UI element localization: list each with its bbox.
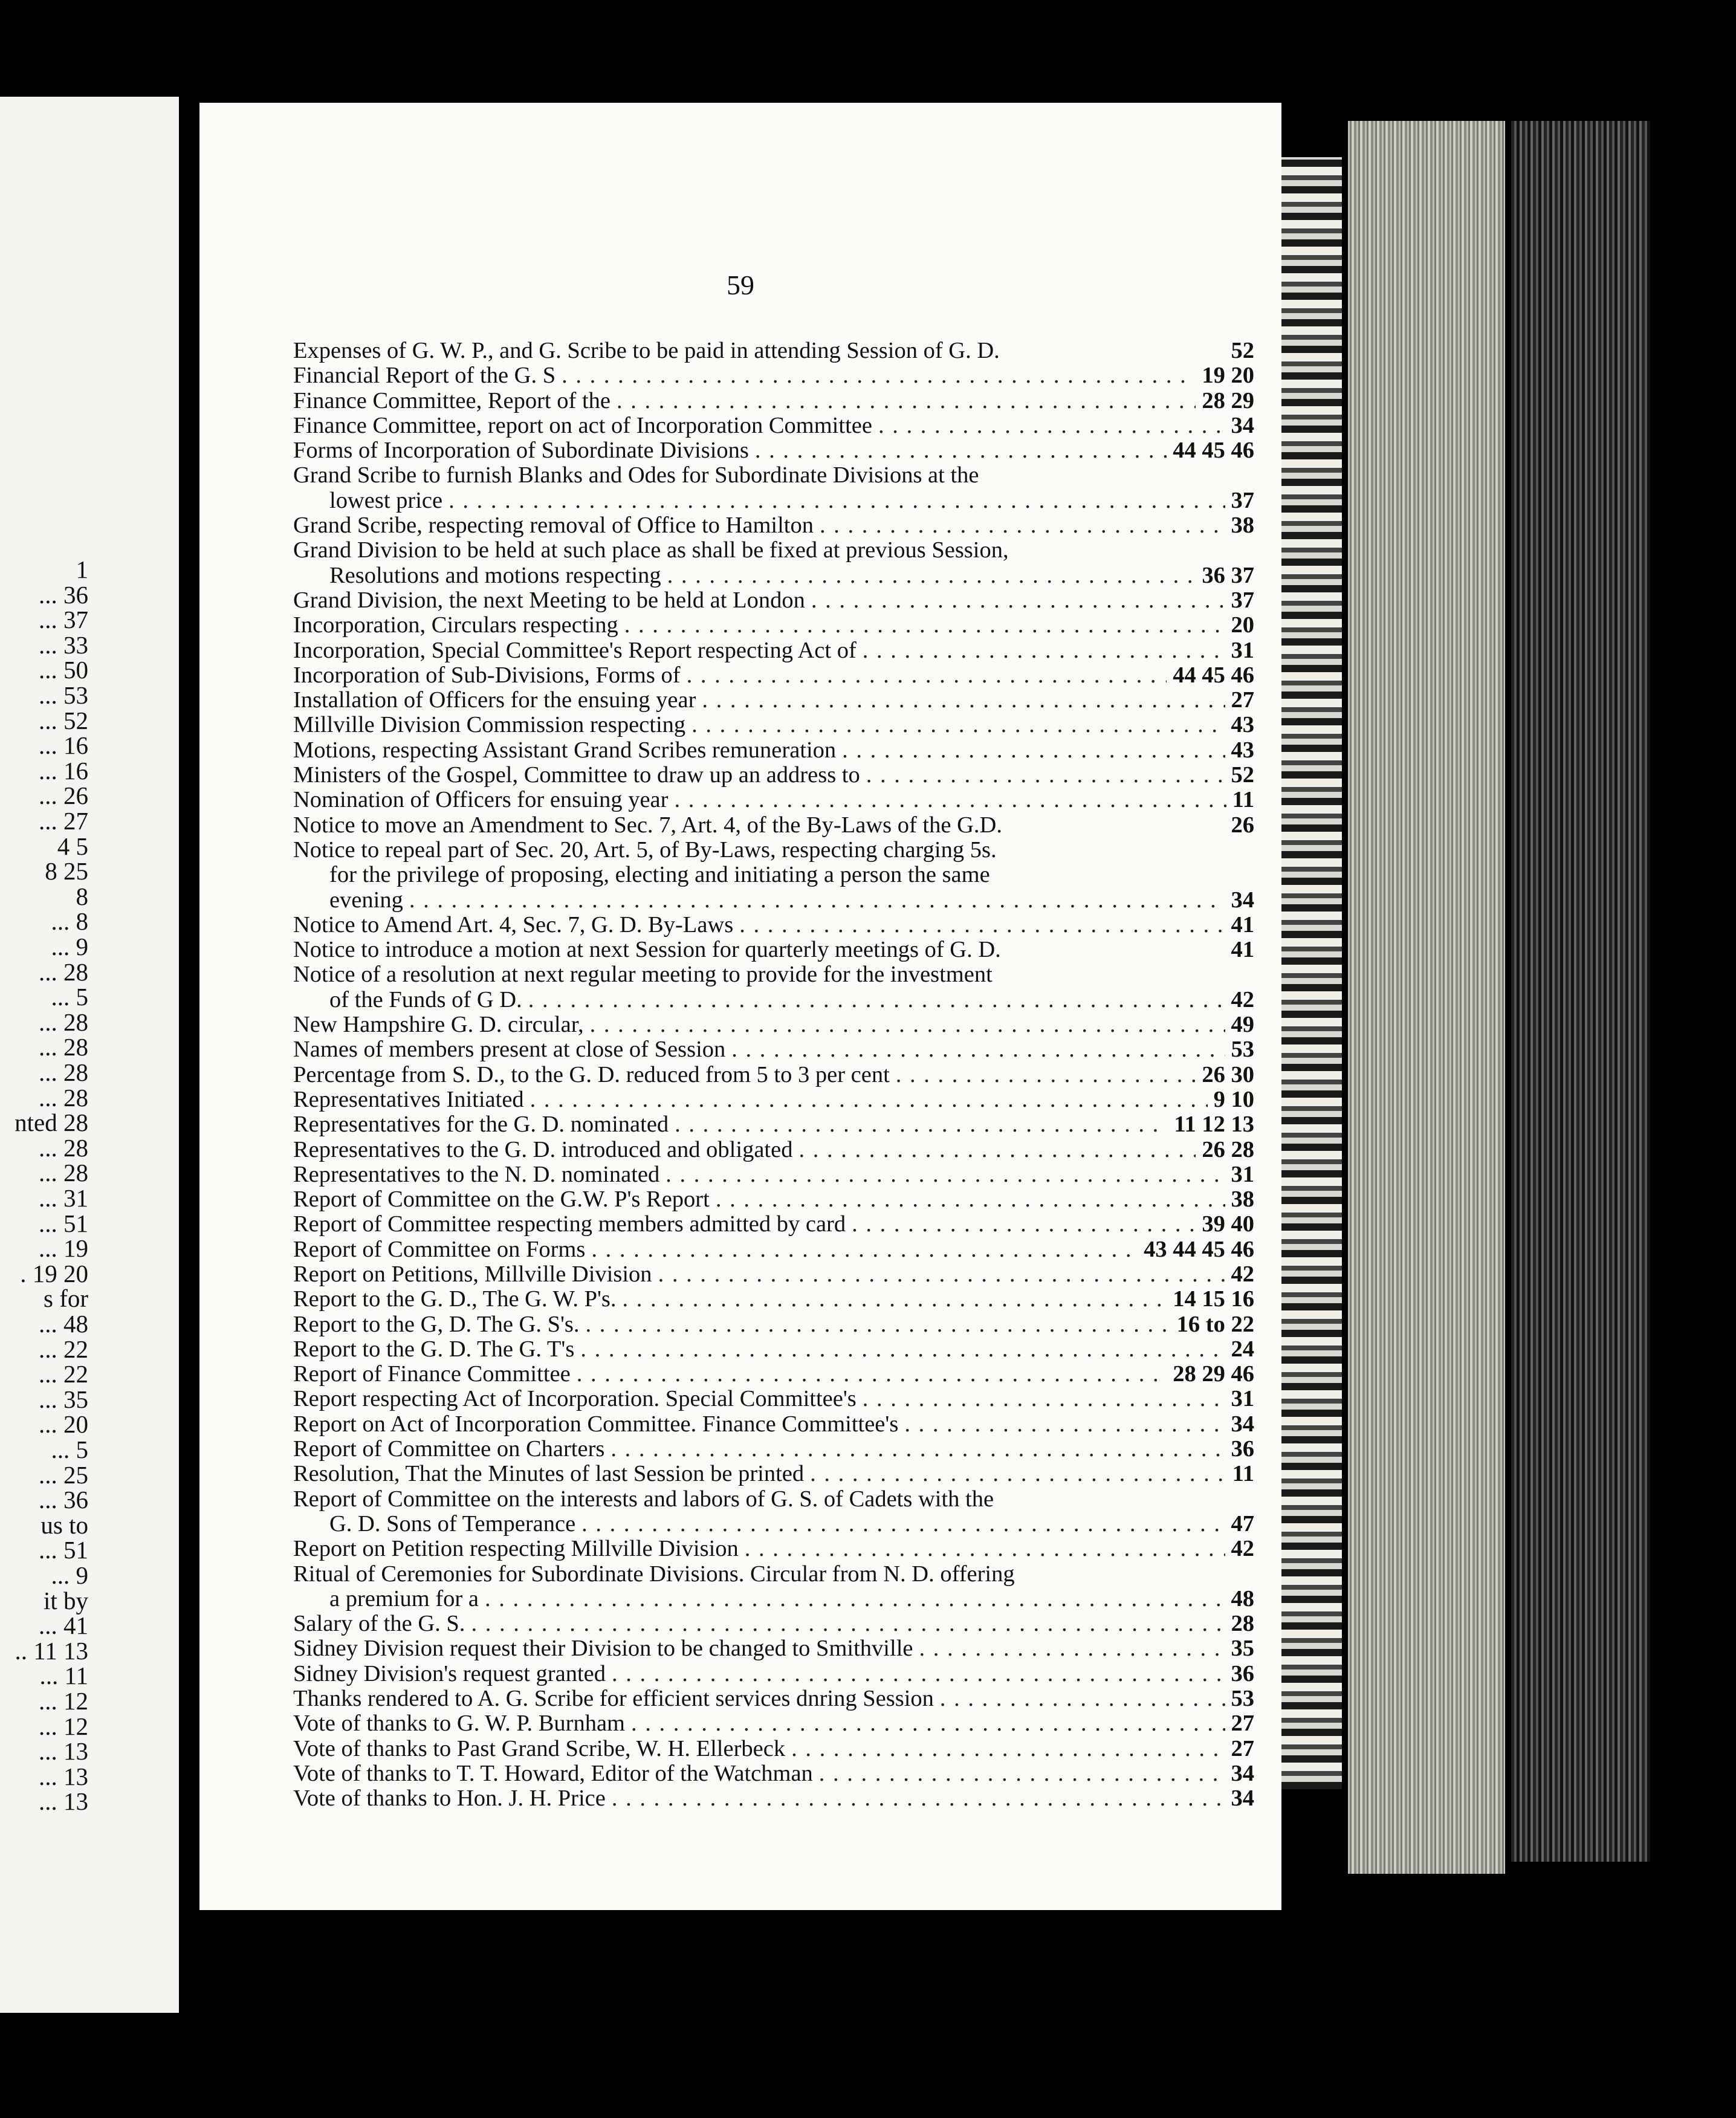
page-reference: 27 (1231, 1735, 1254, 1761)
leader-dots (409, 888, 1225, 913)
index-entry (293, 1437, 1254, 1462)
entry-text: G. D. Sons of Temperance (329, 1511, 576, 1537)
index-entry (293, 1237, 1254, 1262)
left-page-text: ... 35 (39, 1385, 88, 1413)
entry-text: Grand Scribe to furnish Blanks and Odes for Subordinate Divisions at the (293, 462, 979, 488)
leader-dots (852, 1212, 1196, 1237)
index-entry (293, 1487, 1254, 1537)
entry-text: Names of members present at close of Session (293, 1037, 726, 1063)
index-entry (293, 1761, 1254, 1786)
left-page-text: ... 27 (39, 807, 88, 835)
left-page-text: ... 26 (39, 782, 88, 810)
entry-text: Representatives to the N. D. nominated (293, 1161, 660, 1187)
page-reference: 53 (1231, 1037, 1254, 1063)
left-page-text: ... 22 (39, 1335, 88, 1363)
page-reference: 16 to 22 (1176, 1311, 1254, 1337)
left-page-text: ... 12 (39, 1687, 88, 1715)
leader-dots (530, 1087, 1208, 1112)
entry-text: Report of Finance Committee (293, 1361, 571, 1387)
leader-dots (791, 1737, 1225, 1761)
leader-dots (617, 389, 1196, 413)
page-reference: 31 (1231, 1386, 1254, 1412)
page-reference: 27 (1231, 687, 1254, 713)
leader-dots (810, 1462, 1226, 1486)
index-entry (293, 413, 1254, 438)
page-reference: 36 37 (1202, 562, 1254, 588)
entry-text: Financial Report of the G. S (293, 363, 556, 389)
page-reference: 53 (1231, 1686, 1254, 1712)
index-entry (293, 962, 1254, 1012)
page-reference: 11 (1232, 787, 1254, 813)
entry-text: Finance Committee, Report of the (293, 387, 611, 413)
page-reference: 44 45 46 (1173, 438, 1254, 464)
index-entry (293, 1262, 1254, 1287)
page-reference: 49 (1231, 1012, 1254, 1038)
left-page-text: ... 28 (39, 1083, 88, 1112)
index-entry (293, 513, 1254, 538)
page-reference: 28 29 46 (1173, 1361, 1254, 1387)
leader-dots (471, 1611, 1225, 1636)
page-reference: 47 (1231, 1511, 1254, 1537)
index-entry (293, 1611, 1254, 1636)
leader-dots (675, 1112, 1168, 1137)
leader-dots (731, 1037, 1225, 1062)
page-reference: 38 (1231, 1187, 1254, 1213)
left-page-text: 4 5 (57, 832, 88, 860)
leader-dots (866, 763, 1225, 788)
left-page-text: ... 11 (39, 1662, 88, 1690)
left-page-text: ... 37 (39, 606, 88, 634)
index-entry (293, 663, 1254, 688)
left-page-text: ... 28 (39, 1058, 88, 1086)
entry-text: a premium for a (329, 1585, 479, 1611)
index-entry (293, 1412, 1254, 1437)
leader-dots (611, 1437, 1225, 1462)
page-reference: 11 12 13 (1174, 1112, 1254, 1138)
page-reference: 35 (1231, 1636, 1254, 1662)
entry-text: Expenses of G. W. P., and G. Scribe to be paid in attending Session of G. D. (293, 338, 1000, 363)
page-reference: 52 (1231, 762, 1254, 788)
left-page-text: ... 53 (39, 681, 88, 709)
page-reference: 24 (1231, 1336, 1254, 1362)
page-reference: 14 15 16 (1173, 1286, 1254, 1312)
page-reference: 31 (1231, 1161, 1254, 1187)
entry-text: Percentage from S. D., to the G. D. reduced from 5 to 3 per cent (293, 1061, 890, 1087)
leader-dots (702, 688, 1225, 713)
index-entry (293, 1337, 1254, 1362)
leader-dots (449, 488, 1225, 513)
index-entry (293, 389, 1254, 413)
page-reference: 20 (1231, 612, 1254, 638)
entry-text: Thanks rendered to A. G. Scribe for efficient services dnring Session (293, 1686, 934, 1712)
entry-text: Forms of Incorporation of Subordinate Divisions (293, 438, 749, 464)
left-page-text: ... 31 (39, 1184, 88, 1212)
left-page-text: ... 8 (51, 907, 88, 936)
left-page-text: it by (43, 1586, 88, 1614)
entry-text: Report of Committee on Charters (293, 1436, 605, 1462)
index-list (293, 338, 1254, 1812)
leader-dots (562, 363, 1196, 388)
page-reference: 43 (1231, 712, 1254, 738)
left-page-text: ... 5 (51, 1436, 88, 1463)
entry-text: evening (329, 887, 403, 913)
page-reference: 48 (1231, 1585, 1254, 1611)
index-entry (293, 1786, 1254, 1811)
left-page-text: ... 51 (39, 1209, 88, 1237)
index-entry (293, 613, 1254, 638)
left-page-text: ... 16 (39, 756, 88, 785)
left-page-text: ... 48 (39, 1310, 88, 1338)
book-page-edges (1281, 109, 1736, 1922)
entry-text: Sidney Division's request granted (293, 1660, 606, 1686)
index-entry (293, 738, 1254, 763)
leader-dots (674, 788, 1226, 812)
entry-text: of the Funds of G D. (329, 986, 522, 1012)
entry-text: Notice to repeal part of Sec. 20, Art. 5, of By-Laws, respecting charging 5s. (293, 837, 997, 863)
left-page-text: ... 9 (51, 1561, 88, 1589)
page-reference: 34 (1231, 412, 1254, 438)
index-entry (293, 363, 1254, 388)
entry-text: lowest price (329, 487, 443, 513)
left-page-text: ... 5 (51, 983, 88, 1011)
entry-text: Resolutions and motions respecting (329, 562, 661, 588)
index-entry (293, 1662, 1254, 1686)
entry-text: Nomination of Officers for ensuing year (293, 787, 669, 813)
leader-dots (863, 1387, 1225, 1411)
index-entry (293, 1063, 1254, 1087)
page-reference: 36 (1231, 1436, 1254, 1462)
left-page-text: ... 50 (39, 656, 88, 684)
left-page-text: ... 33 (39, 630, 88, 659)
index-entry (293, 1462, 1254, 1486)
entry-text: Report of Committee on the interests and labors of G. S. of Cadets with the (293, 1486, 994, 1512)
page-reference: 9 10 (1213, 1086, 1254, 1112)
left-page-text: 8 (76, 882, 88, 910)
entry-text: Incorporation of Sub-Divisions, Forms of (293, 662, 681, 688)
left-page-text: ... 52 (39, 706, 88, 734)
entry-text: Vote of thanks to G. W. P. Burnham (293, 1711, 626, 1737)
index-entry (293, 1562, 1254, 1612)
entry-text: Grand Division to be held at such place as shall be fixed at previous Session, (293, 537, 1009, 563)
left-page-text: ... 36 (39, 580, 88, 609)
page-reference: 11 (1232, 1461, 1254, 1487)
index-entry (293, 1312, 1254, 1337)
entry-text: Representatives to the G. D. introduced and obligated (293, 1136, 793, 1162)
index-page (199, 103, 1281, 1910)
entry-text: Grand Division, the next Meeting to be held at London (293, 587, 805, 613)
entry-text: Report of Committee respecting members admitted by card (293, 1211, 846, 1237)
index-entry (293, 913, 1254, 938)
left-page-text: ... 28 (39, 957, 88, 986)
leader-dots (687, 663, 1167, 688)
index-entry (293, 1636, 1254, 1661)
entry-text: Vote of thanks to T. T. Howard, Editor of the Watchman (293, 1760, 813, 1786)
leader-dots (658, 1262, 1225, 1287)
entry-text: Finance Committee, report on act of Incorporation Committee (293, 412, 872, 438)
left-page-text: ... 28 (39, 1159, 88, 1187)
entry-text: Representatives for the G. D. nominated (293, 1112, 669, 1138)
entry-text: Report to the G. D. The G. T's (293, 1336, 575, 1362)
index-entry (293, 588, 1254, 613)
left-page-text: 8 25 (45, 857, 88, 886)
index-entry (293, 463, 1254, 513)
leader-dots (878, 413, 1225, 438)
leader-dots (691, 713, 1225, 737)
page-reference: 19 20 (1202, 363, 1254, 389)
leader-dots (580, 1337, 1225, 1362)
entry-text: Report respecting Act of Incorporation. Special Committee's (293, 1386, 857, 1412)
leader-dots (716, 1187, 1225, 1212)
entry-text: Report of Committee on the G.W. P's Report (293, 1187, 710, 1213)
index-entry (293, 1087, 1254, 1112)
left-page-text: ... 19 (39, 1234, 88, 1263)
entry-text: Notice to introduce a motion at next Session for quarterly meetings of G. D. (293, 937, 1001, 963)
index-entry (293, 1112, 1254, 1137)
entry-text: Notice of a resolution at next regular meeting to provide for the investment (293, 962, 993, 988)
left-page-text: nted 28 (15, 1109, 88, 1137)
index-entry (293, 1162, 1254, 1187)
page-reference: 28 (1231, 1611, 1254, 1637)
left-page-text: ... 36 (39, 1486, 88, 1514)
entry-text: New Hampshire G. D. circular, (293, 1012, 584, 1038)
page-reference: 34 (1231, 887, 1254, 913)
left-page-text: ... 28 (39, 1133, 88, 1162)
entry-text: Notice to move an Amendment to Sec. 7, Art. 4, of the By-Laws of the G.D. (293, 812, 1002, 838)
leader-dots (940, 1686, 1225, 1711)
leader-dots (666, 1162, 1225, 1187)
entry-text: Incorporation, Special Committee's Report respecting Act of (293, 637, 857, 663)
entry-text: Report to the G, D. The G. S's. (293, 1311, 580, 1337)
page-reference: 26 28 (1202, 1136, 1254, 1162)
leader-dots (904, 1412, 1225, 1437)
page-stack (1348, 121, 1505, 1874)
entry-text: Grand Scribe, respecting removal of Office to Hamilton (293, 513, 814, 539)
page-reference: 34 (1231, 1760, 1254, 1786)
page-reference: 42 (1231, 1261, 1254, 1287)
leader-dots (739, 913, 1225, 938)
leader-dots (755, 438, 1167, 463)
page-reference: 52 (1231, 338, 1254, 363)
entry-text: Vote of thanks to Hon. J. H. Price (293, 1786, 606, 1812)
book-gutter (179, 0, 201, 2118)
left-page-text: ... 41 (39, 1611, 88, 1640)
entry-text: Report of Committee on Forms (293, 1236, 586, 1262)
leader-dots (624, 613, 1225, 638)
left-page-text: ... 20 (39, 1410, 88, 1439)
leader-dots (631, 1711, 1225, 1736)
leader-dots (590, 1012, 1225, 1037)
page-reference: 43 44 45 46 (1144, 1236, 1254, 1262)
entry-text: Motions, respecting Assistant Grand Scribes remuneration (293, 737, 837, 763)
leader-dots (745, 1537, 1225, 1561)
index-entry (293, 1187, 1254, 1212)
left-page-text: ... 13 (39, 1737, 88, 1766)
leader-dots (581, 1512, 1225, 1537)
leader-dots (811, 588, 1225, 613)
entry-text: Notice to Amend Art. 4, Sec. 7, G. D. By-Laws (293, 912, 734, 938)
index-entry (293, 438, 1254, 463)
page-reference: 27 (1231, 1711, 1254, 1737)
page-reference: 44 45 46 (1173, 662, 1254, 688)
left-page-text: ... 9 (51, 933, 88, 960)
cover-edge (1511, 121, 1650, 1862)
index-entry (293, 688, 1254, 713)
index-entry (293, 1387, 1254, 1411)
leader-dots (623, 1287, 1167, 1312)
leader-dots (896, 1063, 1196, 1087)
index-entry (293, 538, 1254, 588)
page-reference: 31 (1231, 637, 1254, 663)
left-page-text: ... 16 (39, 731, 88, 760)
page-reference: 36 (1231, 1660, 1254, 1686)
entry-text: Report on Petition respecting Millville Division (293, 1536, 739, 1562)
index-entry (293, 1012, 1254, 1037)
index-entry (293, 763, 1254, 788)
entry-text: Incorporation, Circulars respecting (293, 612, 618, 638)
entry-text: Salary of the G. S. (293, 1611, 465, 1637)
entry-text: Report on Petitions, Millville Division (293, 1261, 652, 1287)
ornamental-border (1281, 157, 1342, 1789)
index-entry (293, 1686, 1254, 1711)
index-entry (293, 713, 1254, 737)
leader-dots (586, 1312, 1171, 1337)
entry-text: Resolution, That the Minutes of last Session be printed (293, 1461, 805, 1487)
index-entry (293, 1037, 1254, 1062)
leader-dots (612, 1662, 1225, 1686)
index-entry (293, 1138, 1254, 1162)
index-entry (293, 638, 1254, 663)
leader-dots (842, 738, 1225, 763)
entry-text: Report to the G. D., The G. W. P's. (293, 1286, 617, 1312)
index-entry (293, 1711, 1254, 1736)
leader-dots (528, 988, 1225, 1012)
left-page-text: ... 28 (39, 1033, 88, 1061)
entry-text: Ritual of Ceremonies for Subordinate Divisions. Circular from N. D. offering (293, 1561, 1015, 1587)
left-page-text: .. 11 13 (15, 1636, 88, 1665)
page-reference: 39 40 (1202, 1211, 1254, 1237)
leader-dots (577, 1362, 1167, 1387)
left-page-text: ... 13 (39, 1762, 88, 1790)
leader-dots (485, 1587, 1225, 1611)
leader-dots (819, 1761, 1225, 1786)
entry-text: for the privilege of proposing, electing and initiating a person the same (329, 862, 990, 888)
page-reference: 42 (1231, 1536, 1254, 1562)
entry-text: Sidney Division request their Division to be changed to Smithville (293, 1636, 913, 1662)
left-page-text: s for (43, 1284, 88, 1313)
index-entry (293, 838, 1254, 913)
page-reference: 43 (1231, 737, 1254, 763)
left-page-text: ... 13 (39, 1787, 88, 1816)
entry-text: Report on Act of Incorporation Committee. Finance Committee's (293, 1411, 899, 1437)
leader-dots (591, 1237, 1138, 1262)
page-number: 59 (727, 270, 754, 300)
left-page-text: ... 22 (39, 1360, 88, 1388)
page-reference: 34 (1231, 1786, 1254, 1812)
index-entry (293, 1287, 1254, 1312)
left-page-text: ... 51 (39, 1536, 88, 1564)
page-reference: 34 (1231, 1411, 1254, 1437)
left-page-text: us to (40, 1511, 88, 1539)
page-reference: 28 29 (1202, 387, 1254, 413)
left-page-text: 1 (76, 555, 88, 583)
page-reference: 41 (1231, 937, 1254, 963)
leader-dots (612, 1786, 1225, 1811)
page-reference: 26 30 (1202, 1061, 1254, 1087)
entry-text: Representatives Initiated (293, 1086, 524, 1112)
left-page-text: . 19 20 (20, 1259, 88, 1287)
left-page-text: ... 12 (39, 1712, 88, 1740)
index-entry (293, 938, 1254, 962)
left-page-fragment (0, 97, 179, 2013)
index-entry (293, 1212, 1254, 1237)
page-reference: 37 (1231, 487, 1254, 513)
leader-dots (667, 563, 1196, 588)
entry-text: Millville Division Commission respecting (293, 712, 686, 738)
index-entry (293, 788, 1254, 812)
entry-text: Vote of thanks to Past Grand Scribe, W. H. Ellerbeck (293, 1735, 786, 1761)
entry-text: Installation of Officers for the ensuing year (293, 687, 696, 713)
page-reference: 42 (1231, 986, 1254, 1012)
leader-dots (919, 1636, 1225, 1661)
page-reference: 26 (1231, 812, 1254, 838)
entry-text: Ministers of the Gospel, Committee to draw up an address to (293, 762, 860, 788)
page-reference: 37 (1231, 587, 1254, 613)
index-entry (293, 338, 1254, 363)
left-page-text: ... 25 (39, 1460, 88, 1489)
leader-dots (820, 513, 1225, 538)
index-entry (293, 813, 1254, 838)
page-reference: 38 (1231, 513, 1254, 539)
leader-dots (863, 638, 1225, 663)
index-entry (293, 1737, 1254, 1761)
index-entry (293, 1362, 1254, 1387)
leader-dots (798, 1138, 1196, 1162)
page-reference: 41 (1231, 912, 1254, 938)
index-entry (293, 1537, 1254, 1561)
left-page-text: ... 28 (39, 1008, 88, 1036)
